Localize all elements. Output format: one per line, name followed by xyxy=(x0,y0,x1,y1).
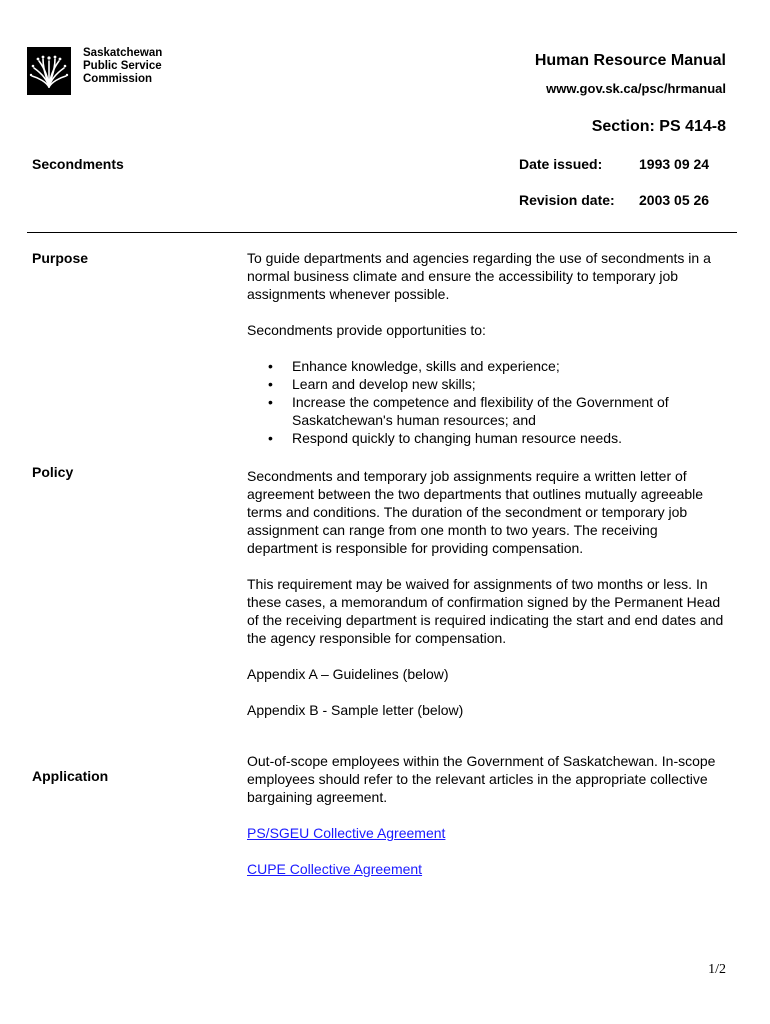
policy-paragraph-2: This requirement may be waived for assignments of two months or less. In these cases, a memorandum of confirmation signed by the Permanent Head of the receiving department is required indicating the start and end dates and the agency responsible for compensation. xyxy=(247,576,724,646)
ps-sgeu-agreement-link[interactable]: PS/SGEU Collective Agreement xyxy=(247,825,446,841)
topic-title: Secondments xyxy=(32,156,124,172)
revision-date-label: Revision date: xyxy=(519,192,615,208)
date-issued-label: Date issued: xyxy=(519,156,603,172)
header-divider xyxy=(27,232,737,233)
bullet-text: Respond quickly to changing human resource needs. xyxy=(292,430,622,446)
policy-section xyxy=(247,467,732,719)
organization-line-1: Saskatchewan xyxy=(83,47,163,59)
bullet-icon: • xyxy=(268,358,273,374)
list-item xyxy=(247,393,732,429)
section-number: Section: PS 414-8 xyxy=(591,118,726,135)
purpose-bullet-list xyxy=(247,357,732,447)
bullet-icon: • xyxy=(268,430,273,446)
page-number: 1/2 xyxy=(708,962,726,977)
manual-title: Human Resource Manual xyxy=(534,52,726,69)
bullet-icon: • xyxy=(268,376,273,392)
commission-logo xyxy=(27,47,71,95)
bullet-text: Enhance knowledge, skills and experience; xyxy=(292,358,560,374)
bullet-text: Learn and develop new skills; xyxy=(292,376,476,392)
purpose-section xyxy=(247,249,732,447)
manual-url: www.gov.sk.ca/psc/hrmanual xyxy=(546,81,726,96)
list-item xyxy=(247,375,732,393)
organization-line-3: Commission xyxy=(83,73,153,85)
wheat-sheaf-icon xyxy=(27,47,71,95)
bullet-icon: • xyxy=(268,394,273,410)
bullet-text: Increase the competence and flexibility of the Government of Saskatchewan's human resources; and xyxy=(292,394,669,428)
application-section xyxy=(247,752,732,878)
policy-heading: Policy xyxy=(32,464,74,480)
policy-paragraph-1: Secondments and temporary job assignments require a written letter of agreement between the two departments that outlines mutually agreeable terms and conditions. The duration of the secondment or temporary job assignment can range from one month to two years. The receiving department is responsible for providing compensation. xyxy=(247,468,704,556)
appendix-b-reference: Appendix B - Sample letter (below) xyxy=(247,702,464,718)
list-item xyxy=(247,357,732,375)
appendix-a-reference: Appendix A – Guidelines (below) xyxy=(247,666,449,682)
organization-line-2: Public Service xyxy=(83,60,162,72)
list-item xyxy=(247,429,732,447)
organization-name xyxy=(83,47,162,86)
cupe-agreement-link[interactable]: CUPE Collective Agreement xyxy=(247,861,423,877)
application-heading: Application xyxy=(32,768,109,784)
application-text: Out-of-scope employees within the Government of Saskatchewan. In-scope employees should refer to the relevant articles in the appropriate collective bargaining agreement. xyxy=(247,753,716,805)
date-issued-value: 1993 09 24 xyxy=(639,156,710,172)
purpose-heading: Purpose xyxy=(32,250,89,266)
purpose-intro: To guide departments and agencies regarding the use of secondments in a normal business climate and ensure the accessibility to temporary job assignments whenever possible. xyxy=(247,250,711,302)
revision-date-value: 2003 05 26 xyxy=(639,192,710,208)
purpose-lead: Secondments provide opportunities to: xyxy=(247,322,486,338)
